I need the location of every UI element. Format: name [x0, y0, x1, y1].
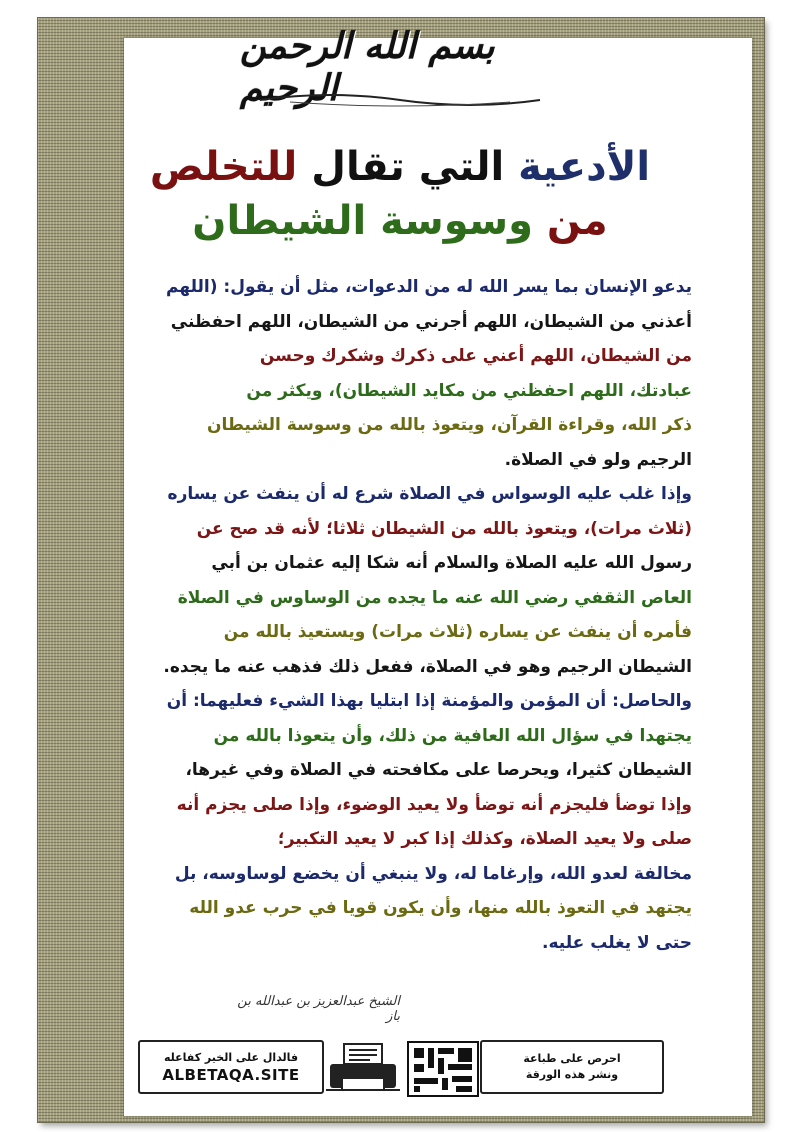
body-line: العاص الثقفي رضي الله عنه ما يجده من الوساوس في الصلاة [177, 587, 692, 608]
body-line: يجتهد في التعوذ بالله منها، وأن يكون قويا في حرب عدو الله [189, 898, 692, 918]
footer-motto: فالدال على الخير كفاعله [163, 1051, 299, 1064]
body-line: يجتهدا في سؤال الله العافية من ذلك، وأن يتعوذا بالله من [213, 725, 692, 746]
body-line: (ثلاث مرات)، ويتعوذ بالله من الشيطان ثلاثا؛ لأنه قد صح عن [196, 518, 692, 539]
body-line: الرجيم ولو في الصلاة. [504, 449, 692, 470]
body-line: أعذني من الشيطان، اللهم أجرني من الشيطان، اللهم احفظني [170, 311, 692, 332]
body-line: رسول الله عليه الصلاة والسلام أنه شكا إليه عثمان بن أبي [211, 553, 692, 573]
basmala-flourish-icon [250, 92, 550, 108]
title-line-2 [100, 194, 700, 248]
article-body [132, 270, 692, 960]
body-line: عبادتك، اللهم احفظني من مكايد الشيطان)، ويكثر من [246, 380, 692, 401]
printer-icon [322, 1040, 404, 1094]
author-signature: الشيخ عبدالعزيز بن عبدالله بن باز [237, 994, 400, 1024]
reminder-line-2: ونشر هذه الورقة [525, 1068, 619, 1081]
title-word-supplications: الأدعية [518, 144, 651, 190]
basmala-text: بسم الله الرحمن الرحيم [240, 25, 495, 109]
body-line: وإذا غلب عليه الوسواس في الصلاة شرع له أن ينفث عن يساره [167, 484, 692, 504]
albetaqa-logo-icon [406, 1040, 480, 1098]
body-line: من الشيطان، اللهم أعني على ذكرك وشكرك وحسن [259, 346, 692, 366]
reminder-line-1: احرص على طباعة [523, 1052, 621, 1065]
title-word-whispers: وسوسة الشيطان [192, 198, 533, 244]
print-reminder-box [480, 1040, 664, 1094]
body-line: الشيطان كثيرا، ويحرصا على مكافحته في الصلاة وفي غيرها، [185, 760, 692, 780]
title-word-from: من [546, 198, 608, 244]
title-line-1 [100, 140, 700, 194]
body-line: والحاصل: أن المؤمن والمؤمنة إذا ابتليا بهذا الشيء فعليهما: أن [166, 691, 692, 711]
body-line: فأمره أن ينفث عن يساره (ثلاث مرات) ويستعيذ بالله من [223, 622, 692, 642]
body-line: الشيطان الرجيم وهو في الصلاة، ففعل ذلك فذهب عنه ما يجده. [163, 656, 692, 677]
title-word-said: التي تقال [311, 144, 505, 190]
website-box[interactable] [138, 1040, 324, 1094]
body-line: يدعو الإنسان بما يسر الله له من الدعوات، مثل أن يقول: (اللهم [166, 277, 692, 297]
body-line: صلى ولا يعيد الصلاة، وكذلك إذا كبر لا يعيد التكبير؛ [277, 829, 692, 849]
page-title [100, 140, 700, 248]
body-line: وإذا توضأ فليجزم أنه توضأ ولا يعيد الوضوء، وإذا صلى يجزم أنه [176, 794, 692, 815]
body-line: مخالفة لعدو الله، وإرغاما له، ولا ينبغي أن يخضع لوساوسه، بل [174, 863, 692, 884]
website-link[interactable]: ALBETAQA.SITE [162, 1066, 300, 1084]
body-line: ذكر الله، وقراءة القرآن، ويتعوذ بالله من وسوسة الشيطان [206, 415, 692, 435]
title-word-to-get-rid: للتخلص [149, 144, 298, 190]
body-line: حتى لا يغلب عليه. [542, 932, 692, 953]
